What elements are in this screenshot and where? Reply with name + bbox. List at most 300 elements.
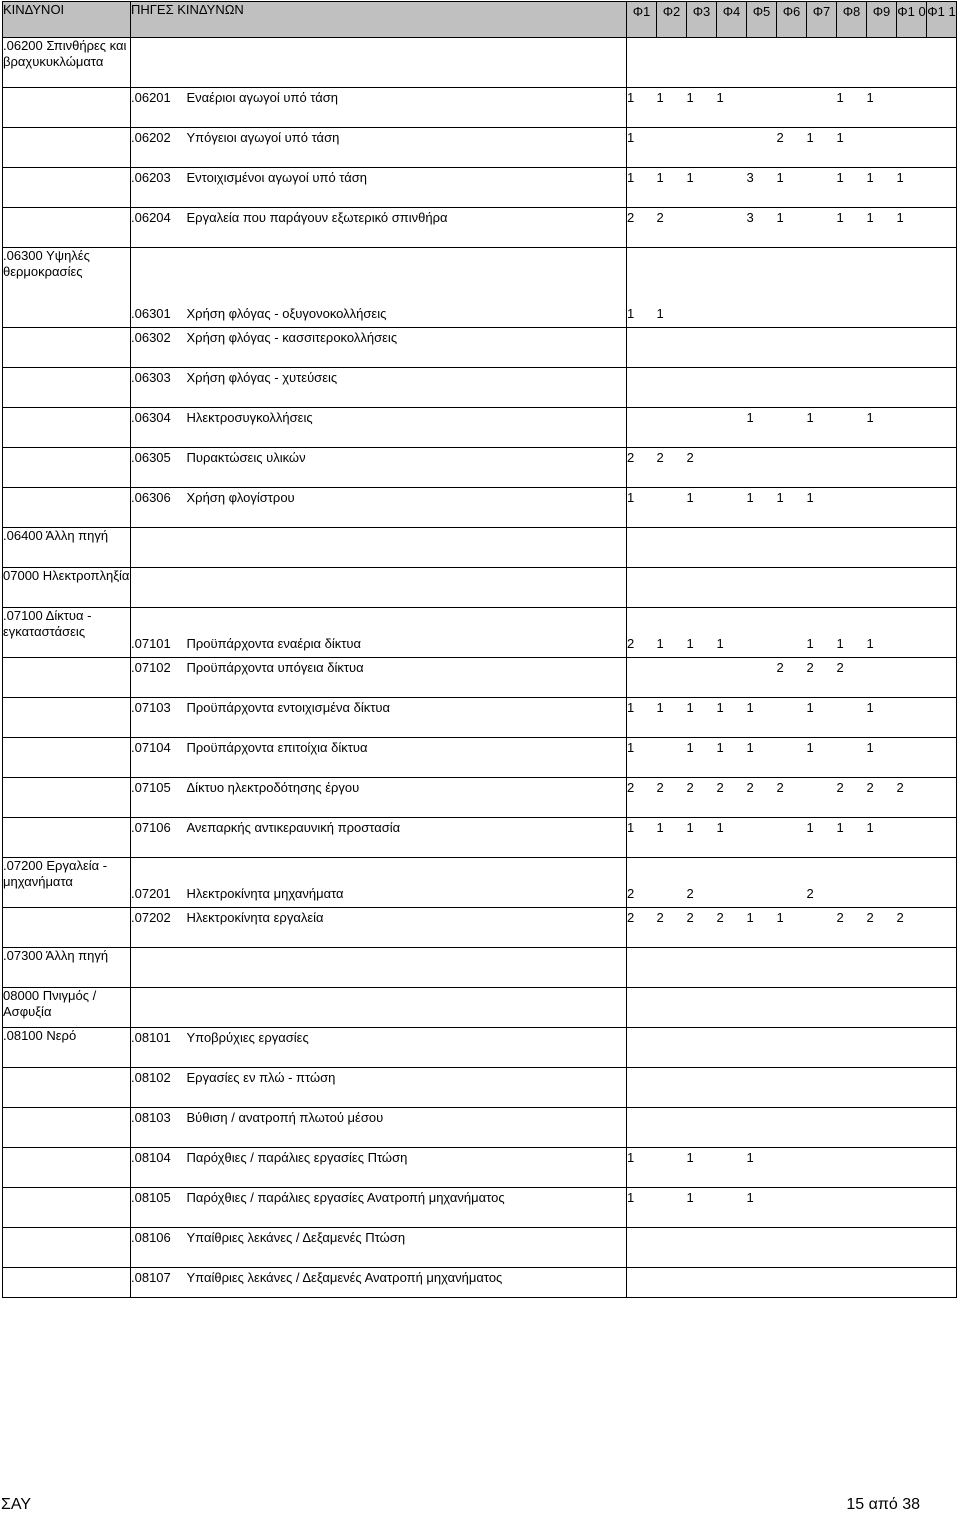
factor-value-cell [717,1188,747,1228]
source-code-cell: .06304 [131,408,187,448]
source-code-cell: .08103 [131,1108,187,1148]
risk-table-body [3,38,957,1298]
factor-value-cell [747,88,777,128]
factor-value-cell [687,1228,717,1268]
factor-value-cell [897,738,927,778]
factor-value-cell [927,1068,957,1108]
factor-value-cell: 2 [837,658,867,698]
factor-value-cell: 1 [867,698,897,738]
factor-value-cell [777,1228,807,1268]
factor-value-cell [927,658,957,698]
factor-value-cell [927,988,957,1028]
factor-value-cell: 1 [837,208,867,248]
factor-value-cell [627,38,657,88]
factor-value-cell [807,988,837,1028]
factor-value-cell [627,408,657,448]
factor-value-cell [867,368,897,408]
factor-value-cell [657,1108,687,1148]
table-row [3,88,957,128]
factor-value-cell [717,408,747,448]
factor-value-cell [657,1268,687,1298]
source-description-cell: Βύθιση / ανατροπή πλωτού μέσου [187,1108,627,1148]
source-code-cell: .06303 [131,368,187,408]
footer-page-number: 15 από 38 [846,1496,920,1513]
factor-value-cell [837,1028,867,1068]
factor-value-cell [837,408,867,448]
factor-value-cell [777,1268,807,1298]
factor-value-cell [897,128,927,168]
factor-value-cell [747,128,777,168]
factor-value-cell: 1 [777,908,807,948]
factor-value-cell [687,248,717,328]
source-code-cell: .06306 [131,488,187,528]
factor-value-cell: 1 [657,818,687,858]
factor-value-cell [777,738,807,778]
factor-value-cell: 1 [687,608,717,658]
factor-value-cell: 2 [867,908,897,948]
factor-value-cell: 1 [717,698,747,738]
risk-category-cell: .06200 Σπινθήρες και βραχυκυκλώματα [3,38,131,88]
table-row [3,128,957,168]
factor-value-cell [627,568,657,608]
factor-value-cell [927,168,957,208]
factor-value-cell [807,208,837,248]
source-description-cell: Προϋπάρχοντα εντοιχισμένα δίκτυα [187,698,627,738]
source-code-cell: .08104 [131,1148,187,1188]
risk-category-cell [3,408,131,448]
factor-value-cell: 1 [657,698,687,738]
factor-value-cell [777,818,807,858]
header-factor: Φ6 [777,2,807,38]
factor-value-cell [897,248,927,328]
source-description-cell [187,948,627,988]
factor-value-cell [807,568,837,608]
factor-value-cell [927,778,957,818]
factor-value-cell [777,698,807,738]
factor-value-cell: 1 [657,88,687,128]
factor-value-cell [897,698,927,738]
source-code-cell: .07201 [131,858,187,908]
factor-value-cell [687,568,717,608]
factor-value-cell [717,1268,747,1298]
factor-value-cell [927,248,957,328]
factor-value-cell [927,488,957,528]
factor-value-cell [837,988,867,1028]
factor-value-cell [867,568,897,608]
factor-value-cell [657,738,687,778]
source-description-cell: Χρήση φλόγας - οξυγονοκολλήσεις [187,248,627,328]
factor-value-cell [747,608,777,658]
factor-value-cell [867,948,897,988]
factor-value-cell: 1 [867,408,897,448]
factor-value-cell [747,568,777,608]
factor-value-cell [777,1148,807,1188]
factor-value-cell [837,368,867,408]
risk-category-cell [3,698,131,738]
risk-category-cell [3,488,131,528]
factor-value-cell [777,88,807,128]
source-description-cell: Υπαίθριες λεκάνες / Δεξαμενές Πτώση [187,1228,627,1268]
factor-value-cell [657,488,687,528]
factor-value-cell [897,1068,927,1108]
factor-value-cell [657,568,687,608]
factor-value-cell [837,858,867,908]
factor-value-cell [687,1108,717,1148]
factor-value-cell [687,368,717,408]
factor-value-cell: 1 [717,88,747,128]
factor-value-cell: 2 [897,908,927,948]
factor-value-cell [927,408,957,448]
factor-value-cell [927,948,957,988]
factor-value-cell [867,858,897,908]
table-row [3,1108,957,1148]
factor-value-cell [837,1268,867,1298]
factor-value-cell [747,368,777,408]
factor-value-cell [777,1068,807,1108]
source-code-cell: .06305 [131,448,187,488]
factor-value-cell [927,368,957,408]
factor-value-cell [807,908,837,948]
table-row [3,698,957,738]
header-sources: ΠΗΓΕΣ ΚΙΝΔΥΝΩΝ [131,2,627,38]
factor-value-cell [927,448,957,488]
factor-value-cell [777,608,807,658]
factor-value-cell [717,328,747,368]
source-code-cell: .08106 [131,1228,187,1268]
factor-value-cell: 1 [717,608,747,658]
factor-value-cell: 2 [777,128,807,168]
factor-value-cell [747,448,777,488]
source-code-cell [131,38,187,88]
factor-value-cell: 2 [657,208,687,248]
factor-value-cell [747,1028,777,1068]
factor-value-cell: 1 [627,698,657,738]
factor-value-cell: 1 [807,608,837,658]
factor-value-cell: 2 [627,908,657,948]
factor-value-cell: 2 [777,778,807,818]
source-code-cell: .06202 [131,128,187,168]
risk-category-cell [3,818,131,858]
factor-value-cell: 1 [747,1148,777,1188]
source-code-cell: .07103 [131,698,187,738]
factor-value-cell [717,448,747,488]
factor-value-cell: 2 [807,858,837,908]
table-row [3,1228,957,1268]
factor-value-cell [657,528,687,568]
factor-value-cell [897,448,927,488]
factor-value-cell: 2 [687,908,717,948]
factor-value-cell [777,568,807,608]
risk-category-cell [3,448,131,488]
factor-value-cell: 1 [627,248,657,328]
factor-value-cell [747,38,777,88]
risk-category-cell: .06400 Άλλη πηγή [3,528,131,568]
factor-value-cell [717,488,747,528]
factor-value-cell [657,988,687,1028]
factor-value-cell: 2 [747,778,777,818]
factor-value-cell [927,328,957,368]
factor-value-cell [687,1028,717,1068]
factor-value-cell [867,488,897,528]
factor-value-cell [897,408,927,448]
factor-value-cell: 1 [777,488,807,528]
table-row [3,38,957,88]
factor-value-cell [807,368,837,408]
factor-value-cell [627,1068,657,1108]
source-code-cell: .08101 [131,1028,187,1068]
factor-value-cell [807,248,837,328]
risk-category-cell: 07000 Ηλεκτροπληξία [3,568,131,608]
factor-value-cell: 1 [747,738,777,778]
source-code-cell [131,948,187,988]
source-description-cell: Προϋπάρχοντα υπόγεια δίκτυα [187,658,627,698]
factor-value-cell [897,818,927,858]
source-description-cell: Ηλεκτροκίνητα μηχανήματα [187,858,627,908]
factor-value-cell [807,88,837,128]
factor-value-cell: 2 [837,908,867,948]
factor-value-cell [897,1108,927,1148]
factor-value-cell [687,38,717,88]
factor-value-cell: 1 [717,818,747,858]
factor-value-cell [927,818,957,858]
factor-value-cell: 1 [687,88,717,128]
risk-category-cell [3,368,131,408]
factor-value-cell [927,1228,957,1268]
factor-value-cell [927,1148,957,1188]
risk-category-cell [3,128,131,168]
factor-value-cell [657,408,687,448]
factor-value-cell [807,328,837,368]
footer-doc-label: ΣΑΥ [1,1496,32,1513]
factor-value-cell [897,528,927,568]
factor-value-cell [657,328,687,368]
source-description-cell: Υποβρύχιες εργασίες [187,1028,627,1068]
table-row [3,408,957,448]
factor-value-cell: 1 [687,168,717,208]
source-description-cell: Υπαίθριες λεκάνες / Δεξαμενές Ανατροπή μηχανήματος [187,1268,627,1298]
factor-value-cell: 2 [867,778,897,818]
factor-value-cell: 1 [837,168,867,208]
factor-value-cell: 1 [897,168,927,208]
factor-value-cell: 1 [807,488,837,528]
factor-value-cell [777,38,807,88]
factor-value-cell [627,1108,657,1148]
factor-value-cell: 1 [627,818,657,858]
factor-value-cell [717,988,747,1028]
factor-value-cell: 1 [687,1148,717,1188]
table-row [3,818,957,858]
factor-value-cell [897,1268,927,1298]
table-row [3,988,957,1028]
factor-value-cell [747,328,777,368]
risk-category-cell [3,88,131,128]
factor-value-cell [807,38,837,88]
factor-value-cell [657,128,687,168]
factor-value-cell [867,1068,897,1108]
source-description-cell: Προϋπάρχοντα εναέρια δίκτυα [187,608,627,658]
risk-category-cell [3,778,131,818]
source-description-cell: Εργαλεία που παράγουν εξωτερικό σπινθήρα [187,208,627,248]
factor-value-cell [777,368,807,408]
header-factor: Φ2 [657,2,687,38]
factor-value-cell [867,128,897,168]
factor-value-cell: 1 [837,128,867,168]
factor-value-cell [777,858,807,908]
factor-value-cell [927,1188,957,1228]
table-row [3,858,957,908]
table-row [3,208,957,248]
factor-value-cell: 1 [867,738,897,778]
header-factor: Φ1 1 [927,2,957,38]
factor-value-cell [747,818,777,858]
factor-value-cell: 1 [627,738,657,778]
factor-value-cell: 2 [657,448,687,488]
risk-category-cell: .06300 Υψηλές θερμοκρασίες [3,248,131,328]
source-description-cell: Υπόγειοι αγωγοί υπό τάση [187,128,627,168]
factor-value-cell [687,208,717,248]
factor-value-cell [837,1068,867,1108]
source-description-cell: Παρόχθιες / παράλιες εργασίες Ανατροπή μηχανήματος [187,1188,627,1228]
factor-value-cell: 1 [807,818,837,858]
factor-value-cell: 1 [687,738,717,778]
factor-value-cell [747,528,777,568]
factor-value-cell [837,1228,867,1268]
header-factor: Φ8 [837,2,867,38]
table-row [3,658,957,698]
factor-value-cell: 2 [777,658,807,698]
risk-category-cell: .08100 Νερό [3,1028,131,1068]
factor-value-cell [867,448,897,488]
factor-value-cell: 1 [897,208,927,248]
source-code-cell: .07106 [131,818,187,858]
factor-value-cell [777,448,807,488]
factor-value-cell [657,1228,687,1268]
factor-value-cell [717,948,747,988]
factor-value-cell [627,988,657,1028]
table-row [3,908,957,948]
factor-value-cell [927,908,957,948]
factor-value-cell [747,1108,777,1148]
source-description-cell: Εντοιχισμένοι αγωγοί υπό τάση [187,168,627,208]
source-code-cell: .07202 [131,908,187,948]
factor-value-cell [927,1028,957,1068]
factor-value-cell [747,988,777,1028]
source-description-cell: Δίκτυο ηλεκτροδότησης έργου [187,778,627,818]
factor-value-cell: 1 [867,88,897,128]
factor-value-cell [657,38,687,88]
factor-value-cell: 1 [867,208,897,248]
factor-value-cell [777,988,807,1028]
table-row [3,1148,957,1188]
factor-value-cell [927,698,957,738]
factor-value-cell: 2 [627,608,657,658]
factor-value-cell [717,658,747,698]
factor-value-cell [777,1108,807,1148]
factor-value-cell [687,408,717,448]
header-factor: Φ4 [717,2,747,38]
factor-value-cell [657,658,687,698]
factor-value-cell [687,988,717,1028]
factor-value-cell [867,1108,897,1148]
factor-value-cell: 1 [747,1188,777,1228]
factor-value-cell [897,988,927,1028]
header-row [3,2,957,38]
factor-value-cell: 1 [627,168,657,208]
factor-value-cell [627,1228,657,1268]
source-code-cell: .08105 [131,1188,187,1228]
factor-value-cell: 2 [807,658,837,698]
source-code-cell: .07105 [131,778,187,818]
table-row [3,948,957,988]
factor-value-cell: 1 [687,698,717,738]
factor-value-cell [927,568,957,608]
factor-value-cell [897,948,927,988]
factor-value-cell [627,658,657,698]
factor-value-cell [747,1228,777,1268]
table-row [3,1068,957,1108]
factor-value-cell [897,568,927,608]
factor-value-cell [867,1188,897,1228]
factor-value-cell [837,448,867,488]
table-row [3,528,957,568]
factor-value-cell: 1 [627,88,657,128]
risk-category-cell [3,328,131,368]
source-code-cell [131,528,187,568]
risk-category-cell [3,208,131,248]
factor-value-cell [897,608,927,658]
risk-category-cell [3,738,131,778]
source-code-cell: .06204 [131,208,187,248]
table-row [3,1268,957,1298]
factor-value-cell: 2 [627,778,657,818]
factor-value-cell [717,1068,747,1108]
factor-value-cell [687,658,717,698]
source-description-cell [187,568,627,608]
factor-value-cell [927,608,957,658]
factor-value-cell [717,368,747,408]
factor-value-cell: 2 [657,778,687,818]
factor-value-cell: 1 [837,608,867,658]
factor-value-cell [897,88,927,128]
factor-value-cell [747,948,777,988]
source-description-cell: Ηλεκτροσυγκολλήσεις [187,408,627,448]
risk-table [2,1,957,1298]
factor-value-cell [807,948,837,988]
factor-value-cell [927,1108,957,1148]
factor-value-cell [777,328,807,368]
factor-value-cell [897,328,927,368]
source-description-cell: Εναέριοι αγωγοί υπό τάση [187,88,627,128]
factor-value-cell [717,568,747,608]
factor-value-cell: 1 [867,168,897,208]
factor-value-cell: 1 [747,908,777,948]
factor-value-cell [717,528,747,568]
factor-value-cell [837,488,867,528]
source-description-cell: Παρόχθιες / παράλιες εργασίες Πτώση [187,1148,627,1188]
source-description-cell [187,528,627,568]
factor-value-cell [717,128,747,168]
factor-value-cell: 2 [657,908,687,948]
factor-value-cell: 2 [897,778,927,818]
factor-value-cell: 2 [687,778,717,818]
factor-value-cell [867,1148,897,1188]
factor-value-cell [807,168,837,208]
source-description-cell: Ανεπαρκής αντικεραυνική προστασία [187,818,627,858]
factor-value-cell [807,1108,837,1148]
table-row [3,738,957,778]
factor-value-cell [837,698,867,738]
source-description-cell: Εργασίες εν πλώ - πτώση [187,1068,627,1108]
